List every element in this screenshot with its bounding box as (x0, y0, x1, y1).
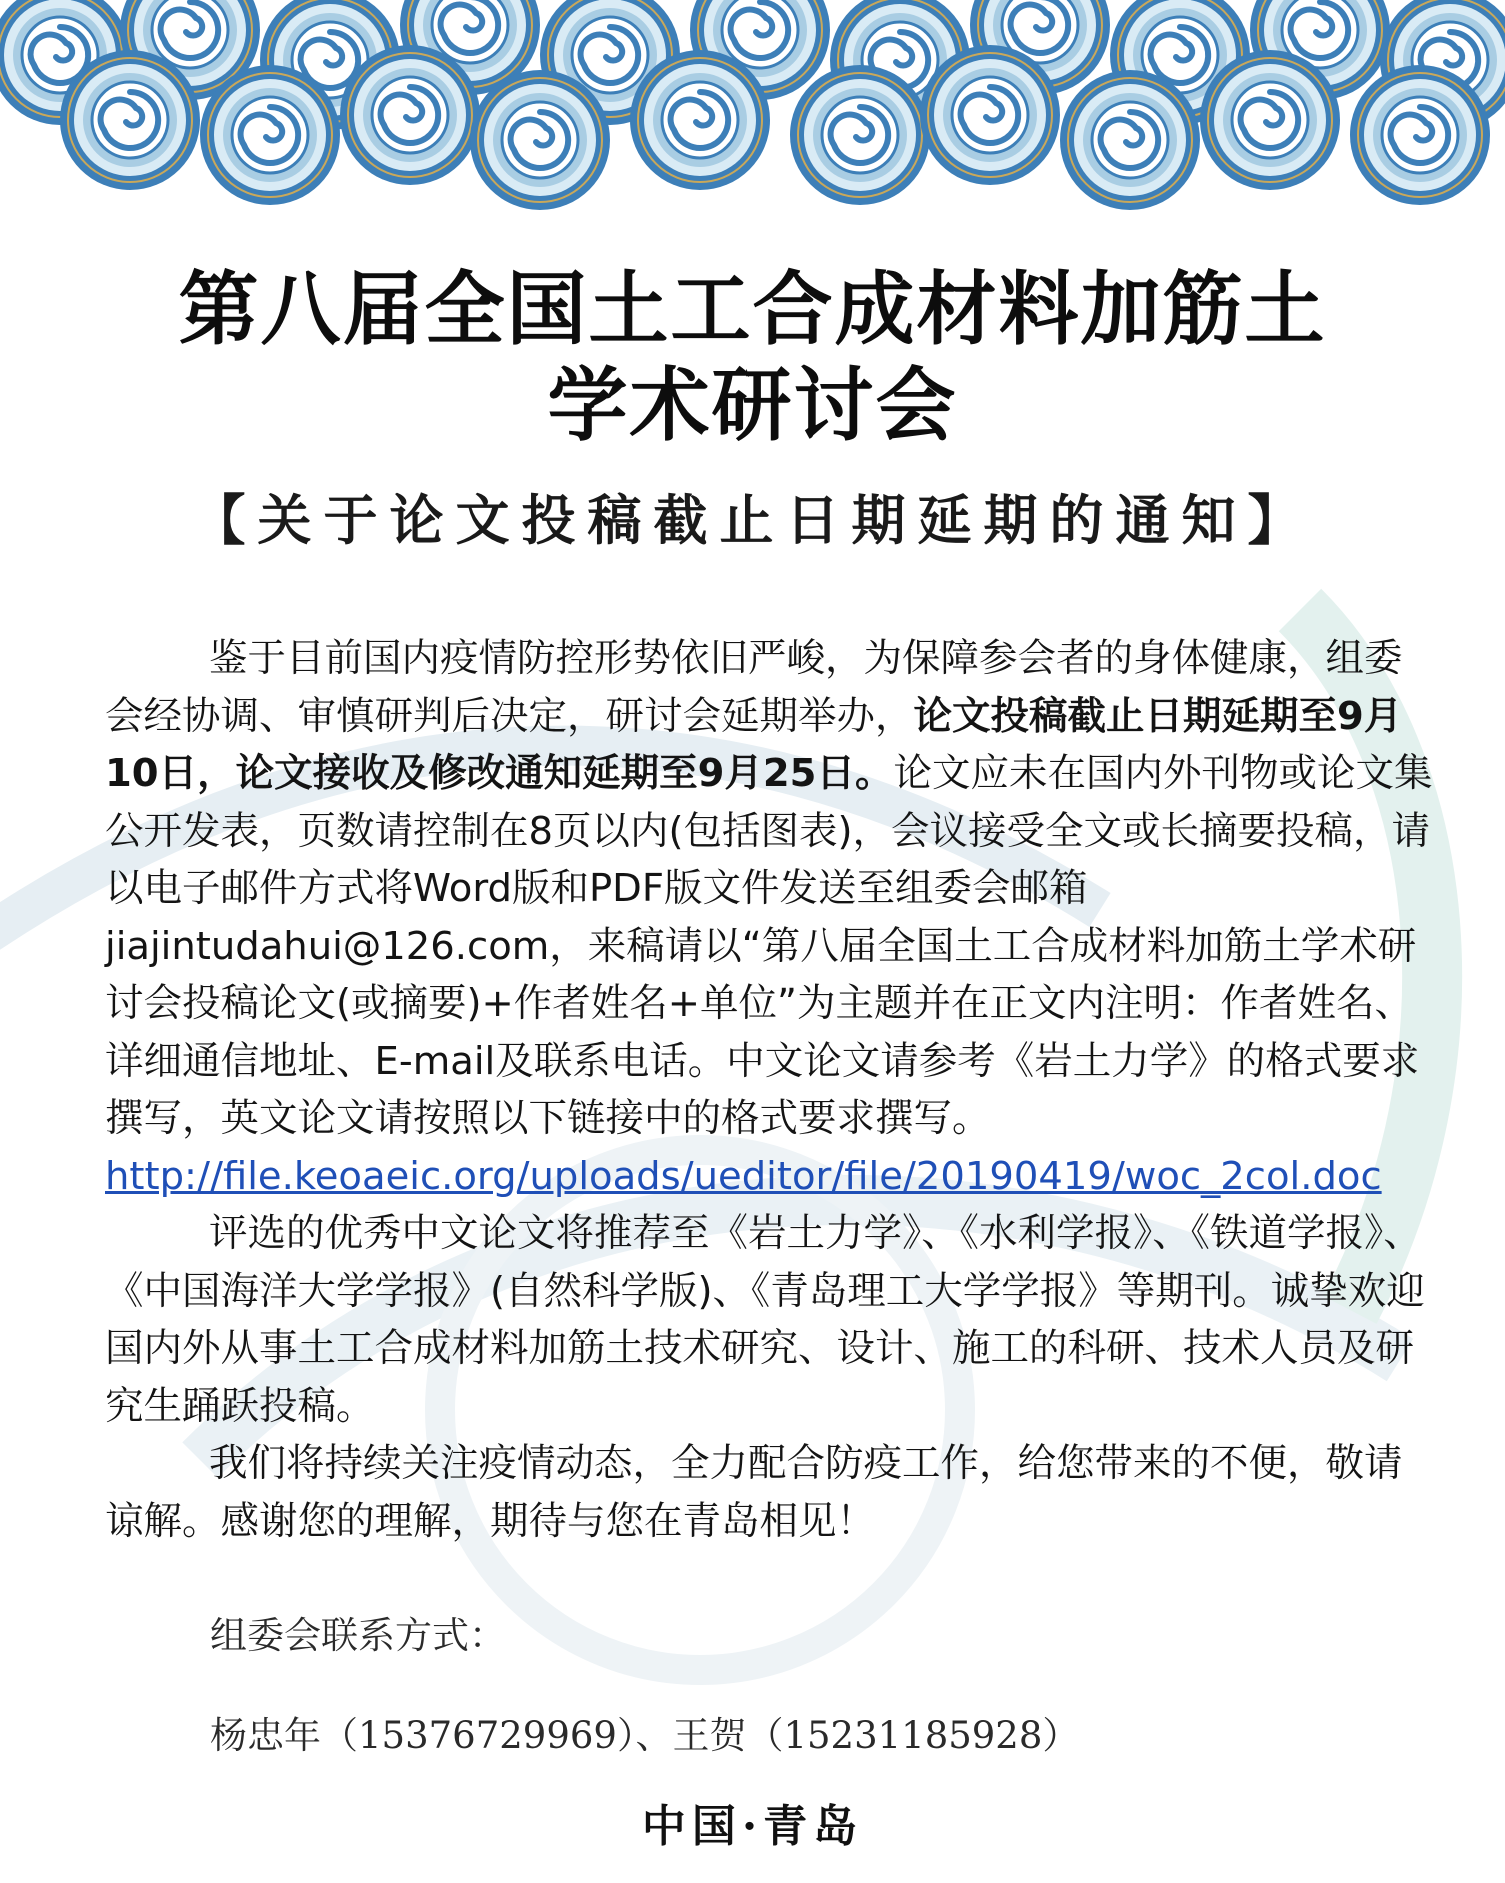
format-link-line (105, 1148, 1435, 1206)
deadline-highlight: 论文投稿截止日期延期至9月10日，论文接收及修改通知延期至9月25日。 (105, 693, 1403, 796)
paragraph-1 (105, 630, 1435, 1148)
notice-subtitle: 【关于论文投稿截止日期延期的通知】 (191, 488, 1314, 552)
wave-pattern-header (0, 0, 1505, 230)
format-template-link[interactable]: http://file.keoaeic.org/uploads/ueditor/file/20190419/woc_2col.doc (105, 1153, 1382, 1199)
paragraph-1-intro: 鉴于目前国内疫情防控形势依旧严峻，为保障参会者的身体健康，组委会经协调、审慎研判后决定，研讨会延期举办， (105, 636, 1403, 739)
title-line-1: 第八届全国土工合成材料加筋土 (178, 263, 1327, 356)
notice-body (105, 630, 1435, 1550)
title-line-2: 学术研讨会 (547, 359, 958, 452)
page-title (0, 262, 1505, 454)
contact-label: 组委会联系方式： (210, 1614, 506, 1657)
contact-people: 杨忠年（15376729969）、王贺（15231185928） (210, 1714, 1080, 1757)
paragraph-2: 评选的优秀中文论文将推荐至《岩土力学》、《水利学报》、《铁道学报》、《中国海洋大学学报》(自然科学版)、《青岛理工大学学报》等期刊。诚挚欢迎国内外从事土工合成材料加筋土技术研究、设计、施工的科研、技术人员及研究生踊跃投稿。 (105, 1211, 1425, 1429)
footer-location: 中国·青岛 (641, 1801, 864, 1852)
paragraph-3: 我们将持续关注疫情动态，全力配合防疫工作，给您带来的不便，敬请谅解。感谢您的理解，期待与您在青岛相见！ (105, 1441, 1403, 1544)
paragraph-1-details: 论文应未在国内外刊物或论文集公开发表，页数请控制在8页以内(包括图表)，会议接受全文或长摘要投稿，请以电子邮件方式将Word版和PDF版文件发送至组委会邮箱jiajintudahui@126.com，来稿请以“第八届全国土工合成材料加筋土学术研讨会投稿论文(或摘要)+作者姓名+单位”为主题并在正文内注明：作者姓名、详细通信地址、E-mail及联系电话。中文论文请参考《岩土力学》的格式要求撰写，英文论文请按照以下链接中的格式要求撰写。 (105, 751, 1433, 1141)
